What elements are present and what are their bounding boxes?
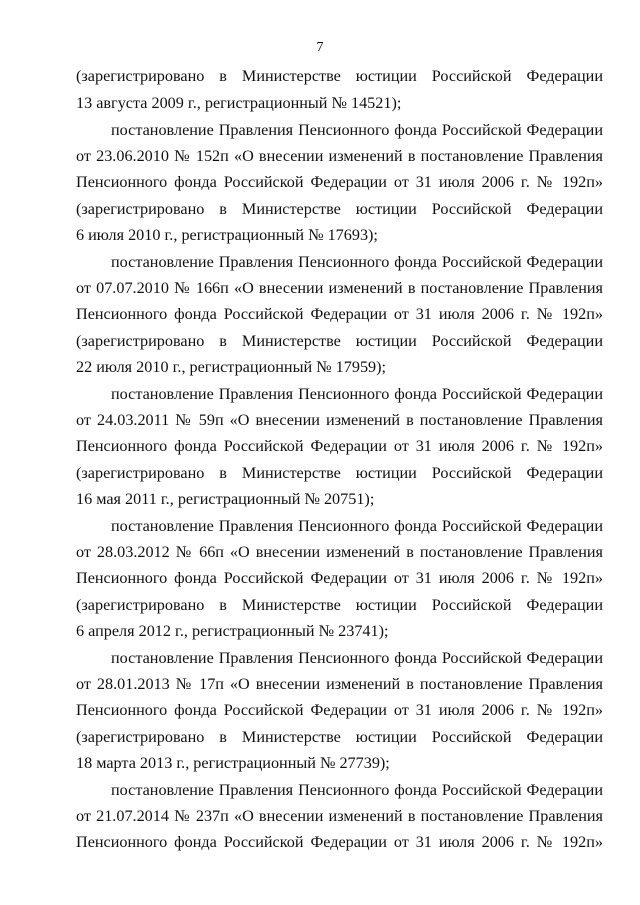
text-line: от 23.06.2010 № 152п «О внесении изменений в постановление Правления [76,147,603,165]
text-line: от 21.07.2014 № 237п «О внесении изменений в постановление Правления [76,807,603,825]
text-line: Пенсионного фонда Российской Федерации от 31 июля 2006 г. № 192п» [76,173,603,191]
text-line: от 28.03.2012 № 66п «О внесении изменений в постановление Правления [76,543,603,561]
text-line: Пенсионного фонда Российской Федерации от 31 июля 2006 г. № 192п» [76,701,603,719]
text-line: от 24.03.2011 № 59п «О внесении изменений в постановление Правления [76,411,603,429]
text-line: 16 мая 2011 г., регистрационный № 20751); [76,490,375,508]
text-line: Пенсионного фонда Российской Федерации от 31 июля 2006 г. № 192п» [76,833,603,851]
text-line: Пенсионного фонда Российской Федерации от 31 июля 2006 г. № 192п» [76,305,603,323]
page-number: 7 [316,40,324,55]
text-line: от 28.01.2013 № 17п «О внесении изменений в постановление Правления [76,675,603,693]
paragraph-first-line: постановление Правления Пенсионного фонда Российской Федерации [111,253,603,271]
text-line: от 07.07.2010 № 166п «О внесении изменений в постановление Правления [76,279,603,297]
text-line: (зарегистрировано в Министерстве юстиции Российской Федерации [76,464,603,482]
paragraph-first-line: постановление Правления Пенсионного фонда Российской Федерации [111,781,603,799]
text-line: (зарегистрировано в Министерстве юстиции Российской Федерации [76,332,603,350]
text-line: Пенсионного фонда Российской Федерации от 31 июля 2006 г. № 192п» [76,569,603,587]
text-line: 6 июля 2010 г., регистрационный № 17693); [76,226,378,244]
paragraph-first-line: постановление Правления Пенсионного фонда Российской Федерации [111,121,603,139]
paragraph-first-line: постановление Правления Пенсионного фонда Российской Федерации [111,517,603,535]
text-line: (зарегистрировано в Министерстве юстиции Российской Федерации [76,596,603,614]
text-line: 6 апреля 2012 г., регистрационный № 23741); [76,622,389,640]
text-line: 18 марта 2013 г., регистрационный № 27739); [76,754,390,772]
text-line: 13 августа 2009 г., регистрационный № 14521); [76,94,402,112]
text-line: (зарегистрировано в Министерстве юстиции Российской Федерации [76,200,603,218]
text-line: (зарегистрировано в Министерстве юстиции Российской Федерации [76,728,603,746]
paragraph-first-line: постановление Правления Пенсионного фонда Российской Федерации [111,385,603,403]
text-line: (зарегистрировано в Министерстве юстиции Российской Федерации [76,67,603,85]
text-line: 22 июля 2010 г., регистрационный № 17959); [76,358,387,376]
paragraph-first-line: постановление Правления Пенсионного фонда Российской Федерации [111,649,603,667]
text-line: Пенсионного фонда Российской Федерации от 31 июля 2006 г. № 192п» [76,437,603,455]
